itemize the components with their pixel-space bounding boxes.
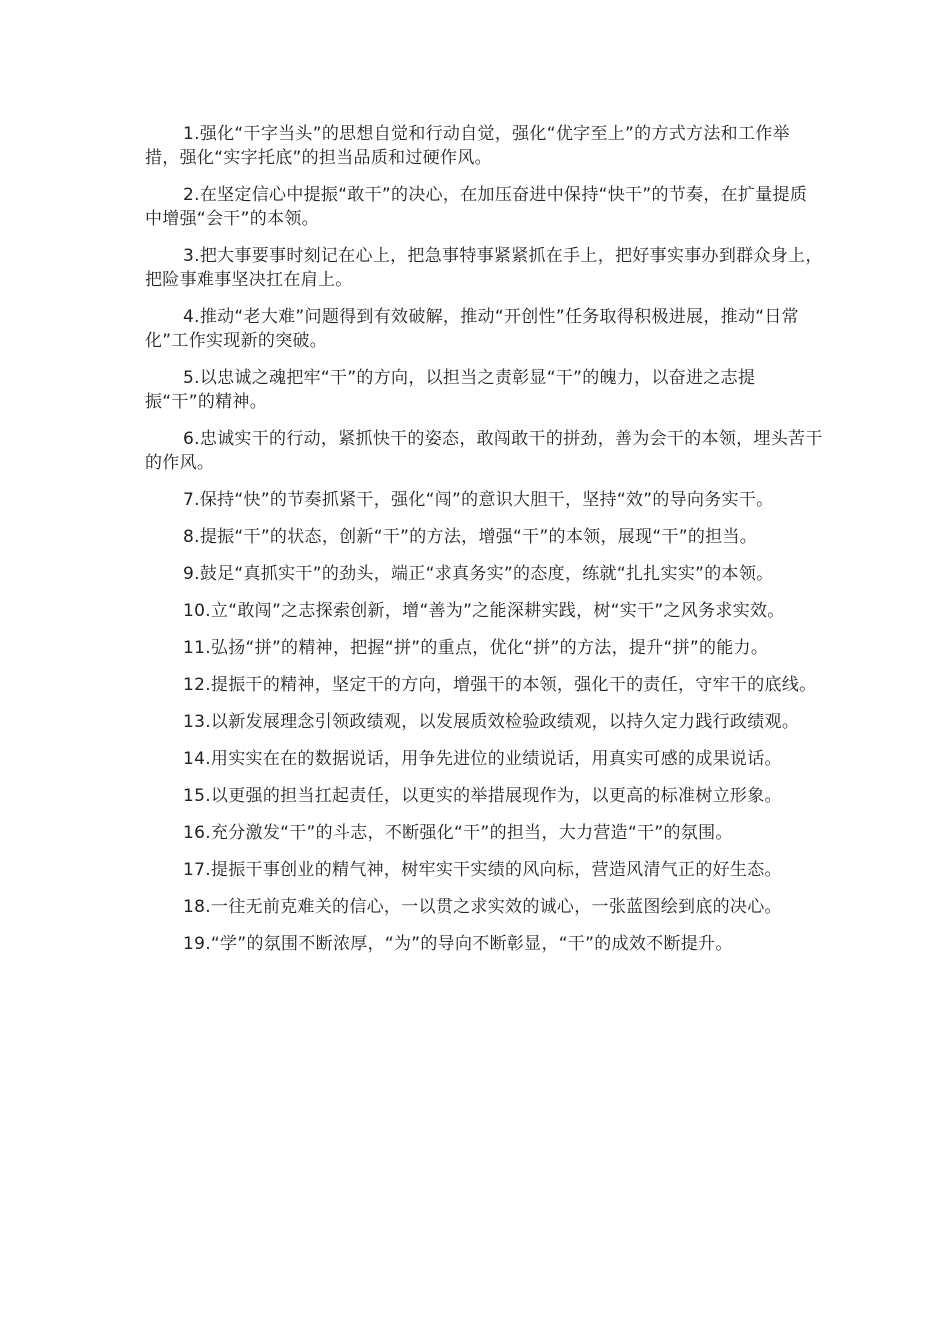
paragraph-2: 2.在坚定信心中提振“敢干”的决心，在加压奋进中保持“快干”的节奏，在扩量提质中增强“会干”的本领。 <box>145 185 808 229</box>
paragraph-6: 6.忠诚实干的行动，紧抓快干的姿态，敢闯敢干的拼劲，善为会干的本领，埋头苦干的作风。 <box>145 429 823 473</box>
paragraph-8: 8.提振“干”的状态，创新“干”的方法，增强“干”的本领，展现“干”的担当。 <box>183 527 758 547</box>
paragraph-18: 18.一往无前克难关的信心，一以贯之求实效的诚心，一张蓝图绘到底的决心。 <box>183 897 782 917</box>
document-body <box>145 122 823 969</box>
paragraph-11: 11.弘扬“拼”的精神，把握“拼”的重点，优化“拼”的方法，提升“拼”的能力。 <box>183 638 769 658</box>
paragraph-17: 17.提振干事创业的精气神，树牢实干实绩的风向标，营造风清气正的好生态。 <box>183 860 782 880</box>
paragraph-12: 12.提振干的精神，坚定干的方向，增强干的本领，强化干的责任，守牢干的底线。 <box>183 675 817 695</box>
paragraph-4: 4.推动“老大难”问题得到有效破解，推动“开创性”任务取得积极进展，推动“日常化”工作实现新的突破。 <box>145 307 799 351</box>
paragraph-19: 19.“学”的氛围不断浓厚，“为”的导向不断彰显，“干”的成效不断提升。 <box>183 934 733 954</box>
paragraph-15: 15.以更强的担当扛起责任，以更实的举措展现作为，以更高的标准树立形象。 <box>183 786 782 806</box>
paragraph-3: 3.把大事要事时刻记在心上，把急事特事紧紧抓在手上，把好事实事办到群众身上，把险事难事坚决扛在肩上。 <box>145 246 823 290</box>
paragraph-13: 13.以新发展理念引领政绩观，以发展质效检验政绩观，以持久定力践行政绩观。 <box>183 712 800 732</box>
paragraph-10: 10.立“敢闯”之志探索创新，增“善为”之能深耕实践，树“实干”之风务求实效。 <box>183 601 785 621</box>
paragraph-9: 9.鼓足“真抓实干”的劲头，端正“求真务实”的态度，练就“扎扎实实”的本领。 <box>183 564 774 584</box>
paragraph-7: 7.保持“快”的节奏抓紧干，强化“闯”的意识大胆干，坚持“效”的导向务实干。 <box>183 490 774 510</box>
paragraph-16: 16.充分激发“干”的斗志，不断强化“干”的担当，大力营造“干”的氛围。 <box>183 823 733 843</box>
paragraph-5: 5.以忠诚之魂把牢“干”的方向，以担当之责彰显“干”的魄力，以奋进之志提振“干”的精神。 <box>145 368 756 412</box>
paragraph-14: 14.用实实在在的数据说话，用争先进位的业绩说话，用真实可感的成果说话。 <box>183 749 782 769</box>
paragraph-1: 1.强化“干字当头”的思想自觉和行动自觉，强化“优字至上”的方式方法和工作举措，强化“实字托底”的担当品质和过硬作风。 <box>145 124 790 168</box>
